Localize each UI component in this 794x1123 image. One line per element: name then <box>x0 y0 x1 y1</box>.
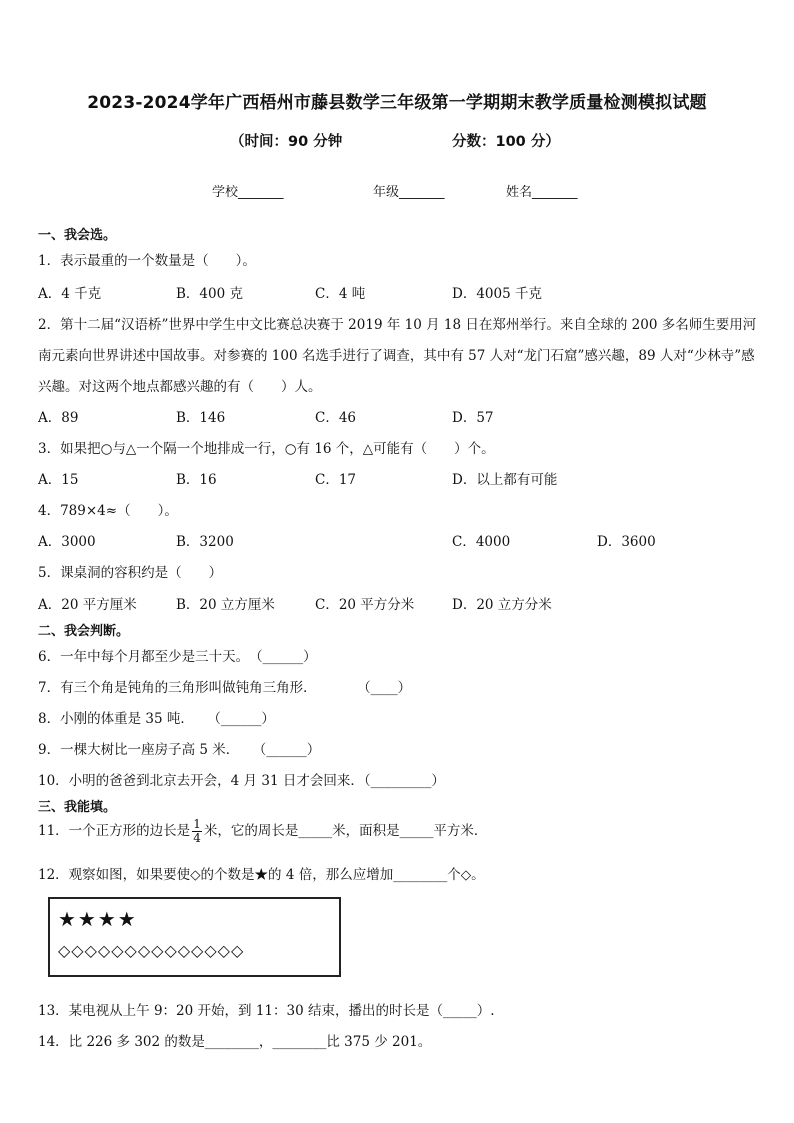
question-5: 5．课桌洞的容积约是（ ） <box>38 565 223 581</box>
q1-option-a: A．4 千克 <box>38 286 102 302</box>
q2-option-d: D．57 <box>452 410 494 426</box>
q4-option-c: C．4000 <box>452 534 511 550</box>
q2-option-c: C．46 <box>315 410 357 426</box>
question-11 <box>38 818 487 845</box>
diamond-row: ◇◇◇◇◇◇◇◇◇◇◇◇◇◇ <box>58 941 245 960</box>
question-8: 8．小刚的体重是 35 吨． （______） <box>38 711 275 727</box>
star-row: ★★★★ <box>58 907 138 931</box>
question-4: 4．789×4≈（ ）。 <box>38 503 178 519</box>
q11-text-start: 11．一个正方形的边长是 <box>38 823 191 839</box>
q5-option-b: B．20 立方厘米 <box>176 597 275 613</box>
school-field: 学校_______ <box>212 185 284 200</box>
grade-field: 年级_______ <box>373 185 445 200</box>
section-judge: 二、我会判断。 <box>38 624 130 639</box>
q4-option-b: B．3200 <box>176 534 234 550</box>
q1-option-b: B．400 克 <box>176 286 243 302</box>
q11-fraction <box>192 818 202 845</box>
q4-option-a: A．3000 <box>38 534 96 550</box>
q2-option-b: B．146 <box>176 410 226 426</box>
q12-figure-box <box>48 897 341 977</box>
section-choice: 一、我会选。 <box>38 228 117 243</box>
q3-option-b: B．16 <box>176 472 217 488</box>
question-9: 9．一棵大树比一座房子高 5 米． （______） <box>38 742 321 758</box>
q11-numerator: 1 <box>193 817 201 831</box>
q11-denominator: 4 <box>193 831 201 845</box>
question-2-line-2: 南元素向世界讲述中国故事。对参赛的 100 名选手进行了调查，其中有 57 人对“龙门石窟”感兴趣，89 人对“少林寺”感 <box>38 348 755 364</box>
q3-option-d: D．以上都有可能 <box>452 472 558 488</box>
q4-option-d: D．3600 <box>597 534 656 550</box>
question-1: 1．表示最重的一个数量是（ ）。 <box>38 253 256 269</box>
q3-option-c: C．17 <box>315 472 357 488</box>
question-2-line-3: 兴趣。对这两个地点都感兴趣的有（ ）人。 <box>38 379 322 395</box>
q3-option-a: A．15 <box>38 472 79 488</box>
exam-score: 分数：100 分） <box>452 134 560 150</box>
section-fill: 三、我能填。 <box>38 800 117 815</box>
question-10: 10．小明的爸爸到北京去开会，4 月 31 日才会回来．（_________） <box>38 773 445 789</box>
question-13: 13．某电视从上午 9：20 开始，到 11：30 结束，播出的时长是（_____）. <box>38 1003 495 1019</box>
q5-option-d: D．20 立方分米 <box>452 597 552 613</box>
question-3: 3．如果把○与△一个隔一个地排成一行，○有 16 个，△可能有（ ）个。 <box>38 441 495 457</box>
exam-time: （时间：90 分钟 <box>230 134 343 150</box>
question-14: 14．比 226 多 302 的数是________，________比 375 少 201。 <box>38 1034 432 1050</box>
page-title: 2023-2024学年广西梧州市藤县数学三年级第一学期期末教学质量检测模拟试题 <box>87 93 707 113</box>
q1-option-c: C．4 吨 <box>315 286 366 302</box>
q5-option-c: C．20 平方分米 <box>315 597 415 613</box>
name-field: 姓名_______ <box>506 185 578 200</box>
question-7: 7．有三个角是钝角的三角形叫做钝角三角形． （____） <box>38 680 412 696</box>
question-2-line-1: 2．第十二届“汉语桥”世界中学生中文比赛总决赛于 2019 年 10 月 18 日在郑州举行。来自全球的 200 多名师生要用河 <box>38 317 757 333</box>
q2-option-a: A．89 <box>38 410 79 426</box>
question-6: 6．一年中每个月都至少是三十天。 （______） <box>38 649 317 665</box>
q1-option-d: D．4005 千克 <box>452 286 542 302</box>
question-12: 12．观察如图，如果要使◇的个数是★的 4 倍，那么应增加________个◇。 <box>38 867 485 883</box>
q5-option-a: A．20 平方厘米 <box>38 597 137 613</box>
q11-text-end: 米，它的周长是_____米，面积是_____平方米． <box>203 823 488 839</box>
